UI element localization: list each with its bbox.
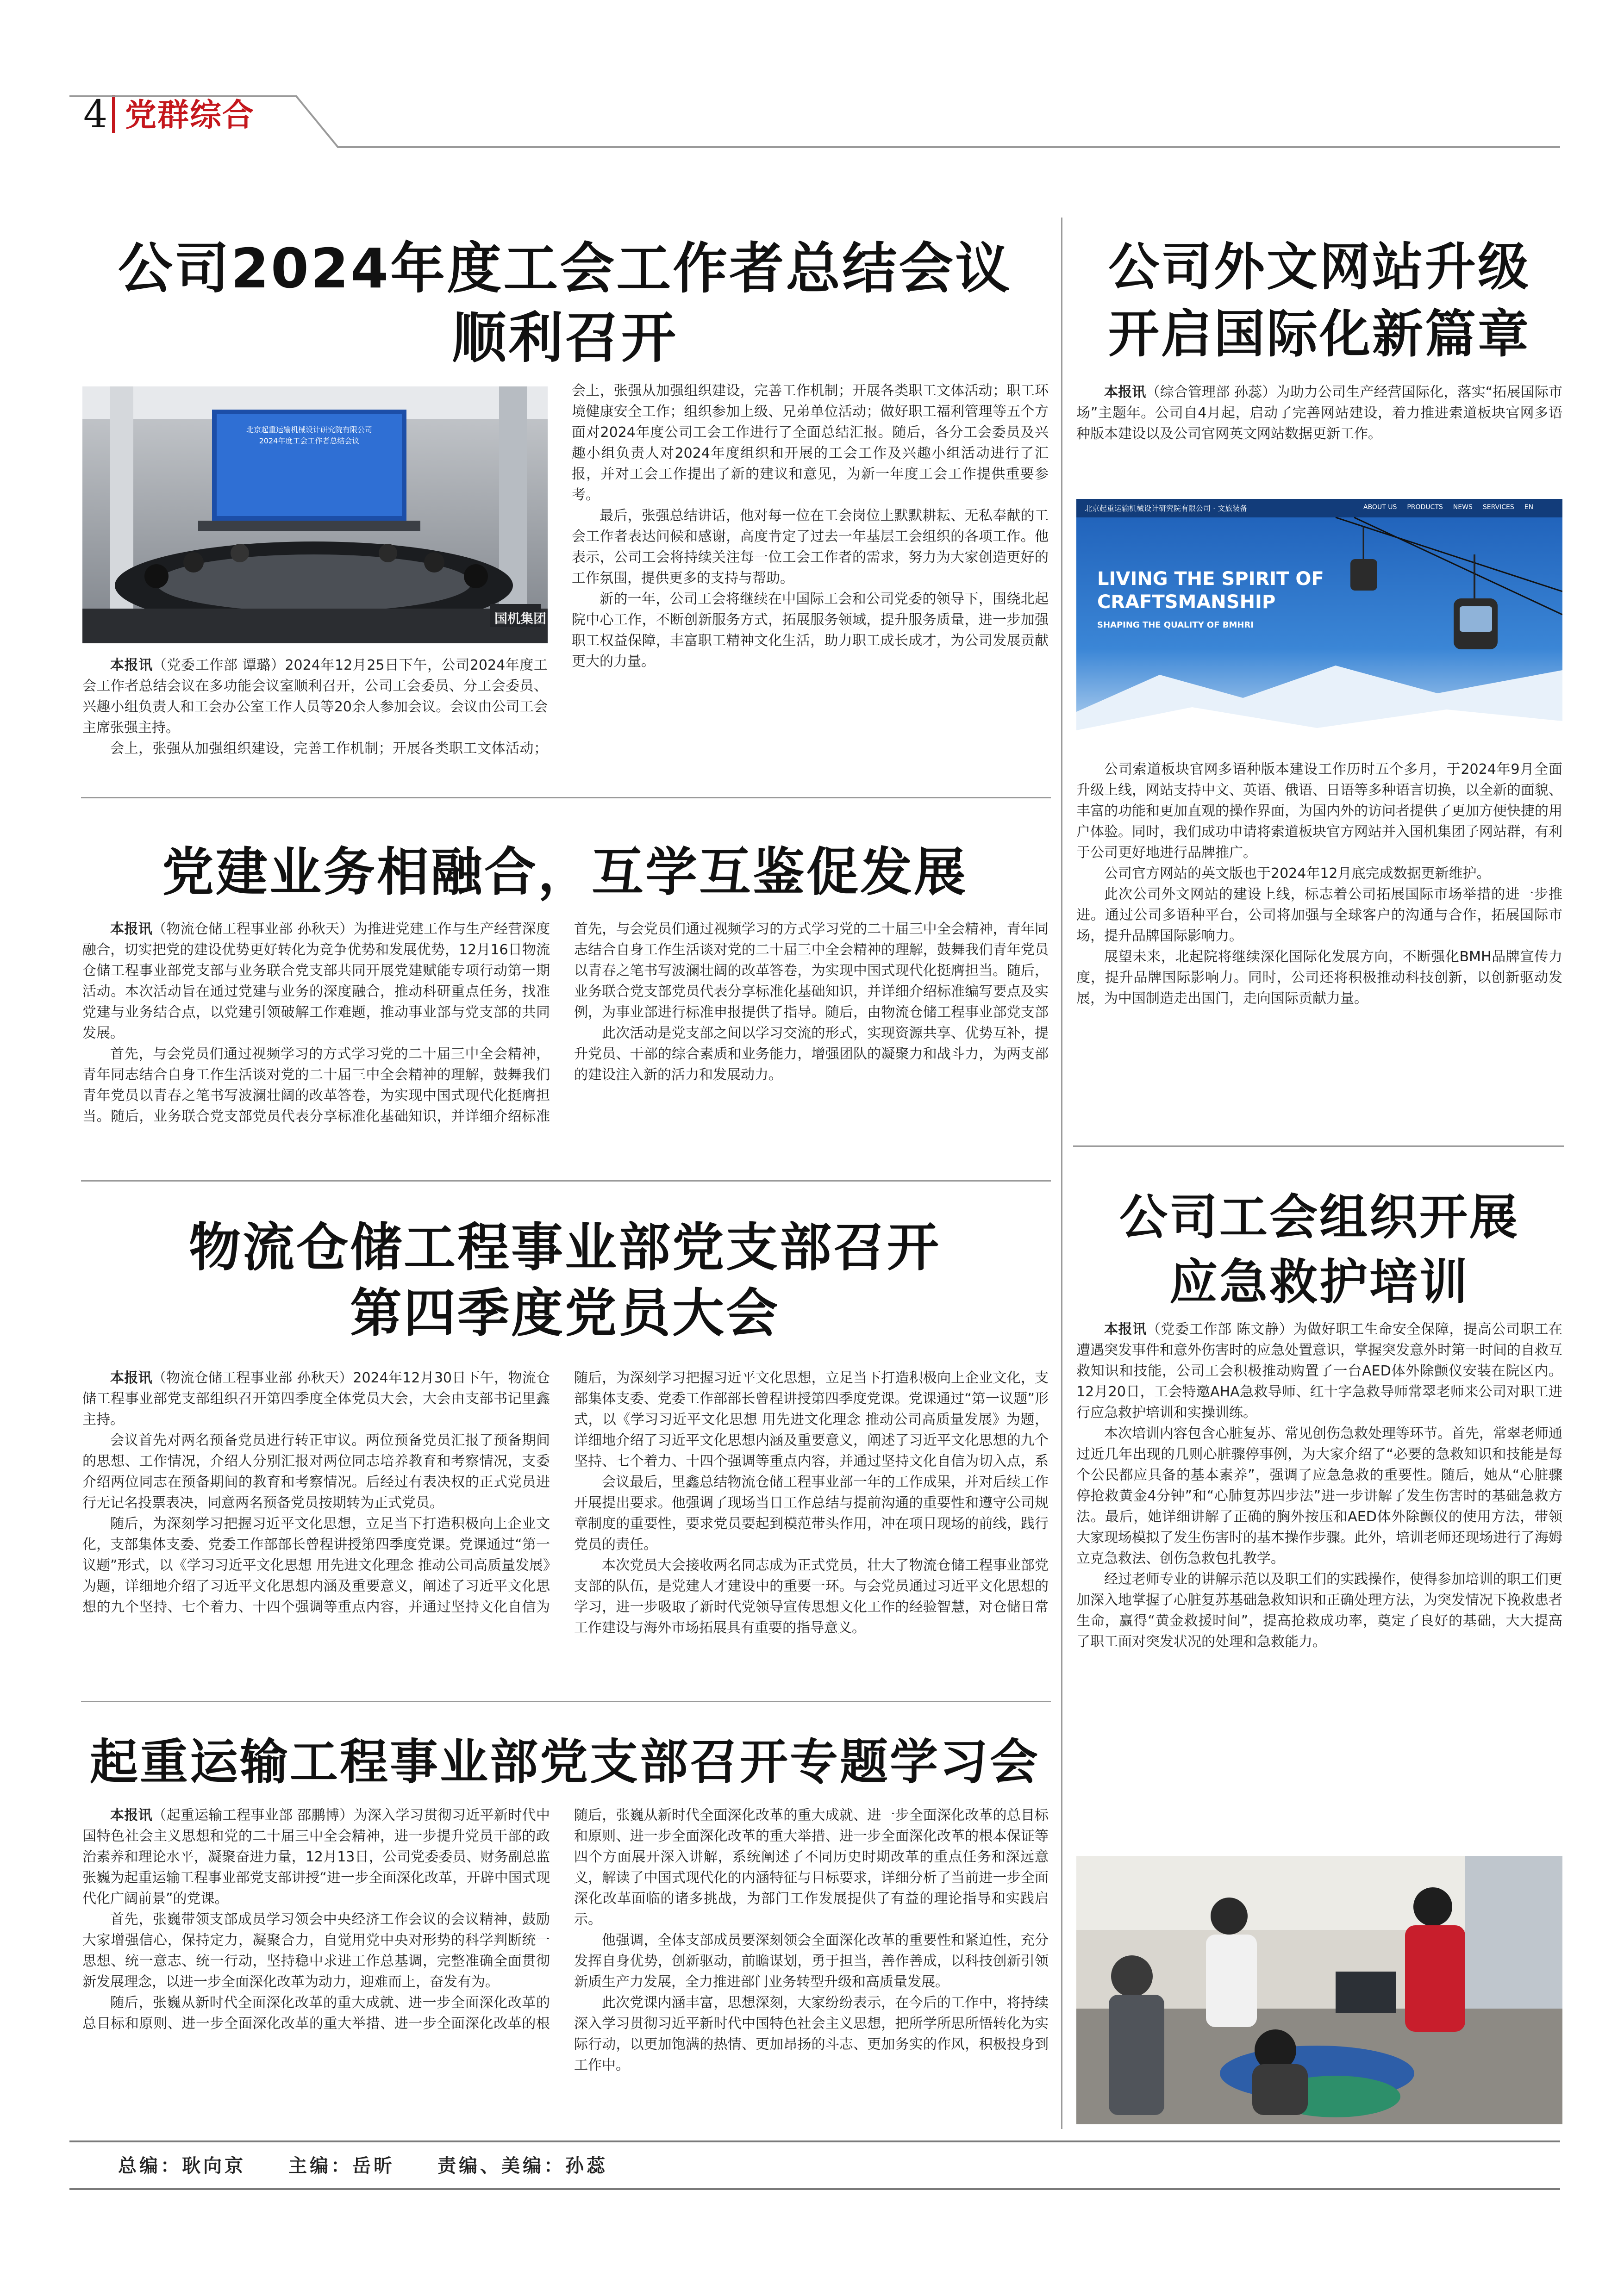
article4-title-line2: 第四季度党员大会 bbox=[350, 1283, 780, 1344]
article2-p3: 公司官方网站的英文版也于2024年12月底完成数据更新维护。 bbox=[1104, 865, 1491, 882]
article5-lead-tag: 本报讯 bbox=[110, 1807, 153, 1823]
article3-p2: 首先，与会党员们通过视频学习的方式学习党的二十届三中全会精神，青年同志结合自身工作生活谈对党的二十届三中全会精神的理解，鼓舞我们青年党员以青春之笔书写波澜壮阔的改革答卷，为实现中国式现代化挺膺担当。随后，业务联合党支部党员代表分享标准化基础知识，并详细介绍标准编写要点及实例，为事业部进行标准申报提供了指导。随后，由物流仓储工程事业部党支部 bbox=[574, 921, 1049, 1020]
article2-intro bbox=[1076, 382, 1562, 444]
article4-p2: 会议首先对两名预备党员进行转正审议。两位预备党员汇报了预备期间的思想、工作情况，介绍人分别汇报对两位同志培养教育和考察情况，支委介绍两位同志在预备期间的教育和考察情况。后经过有表决权的正式党员进行无记名投票表决，同意两名预备党员按期转为正式党员。 bbox=[82, 1432, 550, 1511]
article2-p4: 此次公司外文网站的建设上线，标志着公司拓展国际市场举措的进一步推进。通过公司多语种平台，公司将加强与全球客户的沟通与合作，拓展国际市场，提升品牌国际影响力。 bbox=[1076, 886, 1562, 944]
article1-p3: 最后，张强总结讲话，他对每一位在工会岗位上默默耕耘、无私奉献的工会工作者表达问候和感谢，高度肯定了过去一年基层工会组织的各项工作。他表示，公司工会将持续关注每一位工会工作者的需求，努力为大家创造更好的工作氛围，提供更多的支持与帮助。 bbox=[572, 508, 1049, 586]
article2-title-line2: 开启国际化新篇章 bbox=[1108, 305, 1530, 364]
article3-col2 bbox=[574, 919, 1049, 1085]
article6-photo bbox=[1076, 1856, 1562, 2124]
article1-p4: 新的一年，公司工会将继续在中国际工会和公司党委的领导下，围绕北起院中心工作，不断创新服务方式，拓展服务领域，提升服务质量，进一步加强职工权益保障，丰富职工精神文化生活，助力职工成长成才，为公司发展贡献更大的力量。 bbox=[572, 591, 1049, 670]
article4-title-line1: 物流仓储工程事业部党支部召开 bbox=[189, 1218, 941, 1278]
article3-p2a: 首先，与会党员们通过视频学习的方式学习党的二十届三中全会精神，青年同志结合自身工作生活谈对党的二十届三中全会精神的理解，鼓舞我们青年党员以青春之笔书写波澜壮阔的改革答卷，为实现中国式现代化挺膺担当。随后，业务联合党支部党员代表分享标准化基础知识，并详细介绍标准 bbox=[82, 1046, 550, 1125]
article4-lead-tag: 本报讯 bbox=[110, 1370, 152, 1386]
photo-screen-text: 北京起重运输机械设计研究院有限公司 2024年度工会工作者总结会议 bbox=[246, 425, 372, 445]
page-number: 4 bbox=[83, 93, 108, 137]
article5-title: 起重运输工程事业部党支部召开专题学习会 bbox=[89, 1734, 1040, 1790]
article4-title bbox=[81, 1215, 1049, 1346]
article5-col2 bbox=[574, 1805, 1049, 2076]
article2-website-screenshot bbox=[1076, 499, 1562, 749]
article5-p5: 此次党课内涵丰富，思想深刻，大家纷纷表示，在今后的工作中，将持续深入学习贯彻习近平新时代中国特色社会主义思想，把所学所思所悟转化为实际行动，以更加饱满的热情、更加昂扬的斗志、更加务实的作风，积极投身到工作中。 bbox=[574, 1995, 1049, 2073]
article6-title-line2: 应急救护培训 bbox=[1169, 1254, 1469, 1310]
article6-body bbox=[1076, 1319, 1562, 1652]
article4-p4: 会议最后，里鑫总结物流仓储工程事业部一年的工作成果，并对后续工作开展提出要求。他强调了现场当日工作总结与提前沟通的重要性和遵守公司规章制度的重要性，要求党员要起到模范带头作用，冲在项目现场的前线，践行党员的责任。 bbox=[574, 1474, 1049, 1553]
website-nav-products: PRODUCTS bbox=[1407, 504, 1443, 511]
article2-lead-tag: 本报讯 bbox=[1104, 384, 1146, 400]
website-hero-line3: SHAPING THE QUALITY OF BMHRI bbox=[1097, 620, 1254, 630]
article4-p3: 随后，为深刻学习把握习近平文化思想，立足当下打造积极向上企业文化，支部集体支委、党委工作部部长曾程讲授第四季度党课。党课通过“第一议题”形式，以《学习习近平文化思想 用先进文化理念 推动公司高质量发展》为题，详细地介绍了习近平文化思想内涵及重要意义，阐述了习近平文化思想的九个坚持、七个着力、十四个强调等重点内容，并通过坚持文化自信为切入点，系 bbox=[574, 1370, 1049, 1469]
photo-wall-text: 国机集团 bbox=[494, 611, 547, 626]
article6-lead-tag: 本报讯 bbox=[1104, 1321, 1147, 1338]
page-header bbox=[69, 83, 1560, 153]
article1-p1: （党委工作部 谭璐）2024年12月25日下午，公司2024年度工会工作者总结会议在多功能会议室顺利召开，公司工会委员、分工会委员、兴趣小组负责人和工会办公室工作人员等20余人参加会议。会议由公司工会主席张强主持。 bbox=[82, 657, 548, 736]
article2-body bbox=[1076, 759, 1562, 1009]
article3-col1 bbox=[82, 919, 550, 1127]
article5-p2: 首先，张巍带领支部成员学习领会中央经济工作会议的会议精神，鼓励大家增强信心，保持定力，凝聚合力，自觉用党中央对形势的科学判断统一思想、统一意志、统一行动，坚持稳中求进工作总基调，完整准确全面贯彻新发展理念，以进一步全面深化改革为动力，迎难而上，奋发有为。 bbox=[82, 1911, 550, 1990]
article6-p2: 本次培训内容包含心脏复苏、常见创伤急救处理等环节。首先，常翠老师通过近几年出现的几则心脏骤停事例，为大家介绍了“必要的急救知识和技能是每个公民都应具备的基本素养”，强调了应急急救的重要性。随后，她从“心脏骤停抢救黄金4分钟”和“心肺复苏四步法”进一步讲解了发生伤害时的基础急救方法。最后，她详细讲解了正确的胸外按压和AED体外除颤仪的使用方法，带领大家现场模拟了发生伤害时的基本操作步骤。此外，培训老师还现场进行了海姆立克急救法、创伤急救包扎教学。 bbox=[1076, 1425, 1562, 1567]
article3-p3: 此次活动是党支部之间以学习交流的形式，实现资源共享、优势互补，提升党员、干部的综合素质和业务能力，增强团队的凝聚力和战斗力，为两支部的建设注入新的活力和发展动力。 bbox=[574, 1025, 1049, 1083]
website-logo-text: 北京起重运输机械设计研究院有限公司 · 文旅装备 bbox=[1085, 504, 1248, 513]
article1-title bbox=[81, 234, 1049, 373]
article6-title bbox=[1074, 1185, 1565, 1314]
divider-a4 bbox=[81, 1701, 1051, 1702]
article3-lead-tag: 本报讯 bbox=[110, 921, 153, 937]
website-nav-services: SERVICES bbox=[1482, 504, 1514, 511]
footer-rule-bottom bbox=[69, 2188, 1560, 2190]
website-nav bbox=[1363, 504, 1533, 511]
article6-p1: （党委工作部 陈文静）为做好职工生命安全保障，提高公司职工在遭遇突发事件和意外伤害时的应急处置意识，掌握突发意外时第一时间的自救互救知识和技能，公司工会积极推动购置了一台AED体外除颤仪安装在院区内。12月20日，工会特邀AHA急救导师、红十字急救导师常翠老师来公司对职工进行应急救护培训和实操训练。 bbox=[1076, 1321, 1562, 1421]
article5-p3a: 随后，张巍从新时代全面深化改革的重大成就、进一步全面深化改革的总目标和原则、进一步全面深化改革的重大举措、进一步全面深化改革的根 bbox=[82, 1995, 550, 2032]
website-hero-line1: LIVING THE SPIRIT OF bbox=[1097, 568, 1324, 590]
article6-p3: 经过老师专业的讲解示范以及职工们的实践操作，使得参加培训的职工们更加深入地掌握了心脏复苏基础急救知识和正确处理方法，为突发情况下挽救患者生命，赢得“黄金救援时间”，提高抢救成功率，奠定了良好的基础，大大提高了职工面对突发状况的处理和急救能力。 bbox=[1076, 1571, 1562, 1650]
article1-col2 bbox=[572, 380, 1049, 672]
header-rule bbox=[69, 83, 1560, 153]
article4-col2 bbox=[574, 1368, 1049, 1638]
article1-p2: 会上，张强从加强组织建设，完善工作机制；开展各类职工文体活动；职工环境健康安全工作；组织参加上级、兄弟单位活动；做好职工福利管理等五个方面对2024年度公司工会工作进行了全面总结汇报。随后，各分工会委员及兴趣小组负责人对2024年度组织和开展的工会工作及兴趣小组活动进行了汇报，并对工会工作提出了新的建议和意见，为新一年度工会工作提供重要参考。 bbox=[572, 383, 1049, 503]
first-aid-training-illustration bbox=[1076, 1856, 1562, 2124]
article5-col1 bbox=[82, 1805, 550, 2034]
website-nav-about: ABOUT US bbox=[1363, 504, 1397, 511]
article3-p1: （物流仓储工程事业部 孙秋天）为推进党建工作与生产经营深度融合，切实把党的建设优势更好转化为竞争优势和发展优势，12月16日物流仓储工程事业部党支部与业务联合党支部共同开展党建赋能专项行动第一期活动。本次活动旨在通过党建与业务的深度融合，推动科研重点任务，找准党建与业务结合点，以党建引领破解工作难题，推动事业部与党支部的共同发展。 bbox=[82, 921, 550, 1041]
article1-col1 bbox=[82, 655, 548, 759]
section-title: 党群综合 bbox=[125, 97, 255, 134]
article5-p3: 随后，张巍从新时代全面深化改革的重大成就、进一步全面深化改革的总目标和原则、进一步全面深化改革的重大举措、进一步全面深化改革的根本保证等四个方面展开深入讲解，系统阐述了不同历史时期改革的重点任务和深远意义，解读了中国式现代化的内涵特征与目标要求，详细分析了当前进一步全面深化改革面临的诸多挑战，为部门工作发展提供了有益的理论指导和实践启示。 bbox=[574, 1807, 1049, 1928]
article2-p1: （综合管理部 孙蕊）为助力公司生产经营国际化，落实“拓展国际市场”主题年。公司自4月起，启动了完善网站建设，着力推进索道板块官网多语种版本建设以及公司官网英文网站数据更新工作。 bbox=[1076, 384, 1563, 442]
website-hero-line2: CRAFTSMANSHIP bbox=[1097, 591, 1276, 613]
article4-p3a: 随后，为深刻学习把握习近平文化思想，立足当下打造积极向上企业文化，支部集体支委、党委工作部部长曾程讲授第四季度党课。党课通过“第一议题”形式，以《学习习近平文化思想 用先进文化理念 推动公司高质量发展》为题，详细地介绍了习近平文化思想内涵及重要意义，阐述了习近平文化思想的九个坚持、七个着力、十四个强调等重点内容，并通过坚持文化自信为 bbox=[82, 1516, 550, 1615]
website-nav-lang: EN bbox=[1524, 504, 1534, 511]
footer-credits: 总编：耿向京 主编：岳昕 责编、美编：孙蕊 bbox=[118, 2155, 608, 2177]
divider-a1 bbox=[81, 797, 1051, 798]
article4-p5: 本次党员大会接收两名同志成为正式党员，壮大了物流仓储工程事业部党支部的队伍，是党建人才建设中的重要一环。与会党员通过习近平文化思想的学习，进一步吸取了新时代党领导宣传思想文化工作的经验智慧，对仓储日常工作建设与海外市场拓展具有重要的指导意义。 bbox=[574, 1557, 1049, 1636]
article2-title bbox=[1074, 234, 1565, 368]
website-nav-news: NEWS bbox=[1453, 504, 1473, 511]
article3-title: 党建业务相融合，互学互鉴促发展 bbox=[162, 842, 968, 902]
divider-a3 bbox=[81, 1180, 1051, 1182]
article1-photo bbox=[82, 386, 548, 643]
article2-p5: 展望未来，北起院将继续深化国际化发展方向，不断强化BMH品牌宣传力度，提升品牌国际影响力。同时，公司还将积极推动科技创新，以创新驱动发展，为中国制造走出国门，走向国际贡献力量。 bbox=[1076, 949, 1562, 1007]
article1-lead-tag: 本报讯 bbox=[110, 657, 153, 673]
footer-rule-top bbox=[69, 2140, 1560, 2142]
article1-p2a: 会上，张强从加强组织建设，完善工作机制；开展各类职工文体活动； bbox=[110, 740, 548, 757]
vertical-divider bbox=[1061, 218, 1062, 2129]
article1-title-line1: 公司2024年度工会工作者总结会议 bbox=[118, 236, 1012, 300]
article2-title-line1: 公司外文网站升级 bbox=[1108, 237, 1530, 297]
article5-p1: （起重运输工程事业部 邵鹏博）为深入学习贯彻习近平新时代中国特色社会主义思想和党的二十届三中全会精神，进一步提升党员干部的政治素养和理论水平，凝聚奋进力量，12月13日，公司党委委员、财务副总监张巍为起重运输工程事业部党支部讲授“进一步全面深化改革，开辟中国式现代化广阔前景”的党课。 bbox=[82, 1807, 550, 1907]
article4-p1: （物流仓储工程事业部 孙秋天）2024年12月30日下午，物流仓储工程事业部党支部组织召开第四季度全体党员大会，大会由支部书记里鑫主持。 bbox=[82, 1370, 550, 1428]
article4-col1 bbox=[82, 1368, 550, 1618]
article2-p2: 公司索道板块官网多语种版本建设工作历时五个多月，于2024年9月全面升级上线，网站支持中文、英语、俄语、日语等多种语言切换，以全新的面貌、丰富的功能和更加直观的操作界面，为国内外的访问者提供了更加方便快捷的用户体验。同时，我们成功申请将索道板块官方网站并入国机集团子网站群，有利于公司更好地进行品牌推广。 bbox=[1076, 761, 1562, 861]
article5-p4: 他强调，全体支部成员要深刻领会全面深化改革的重要性和紧迫性，充分发挥自身优势，创新驱动，前瞻谋划，勇于担当，善作善成，以科技创新引领新质生产力发展，全力推进部门业务转型升级和高质量发展。 bbox=[574, 1932, 1049, 1990]
article6-title-line1: 公司工会组织开展 bbox=[1119, 1189, 1519, 1245]
divider-a2 bbox=[1073, 1145, 1564, 1147]
article1-title-line2: 顺利召开 bbox=[451, 306, 678, 370]
